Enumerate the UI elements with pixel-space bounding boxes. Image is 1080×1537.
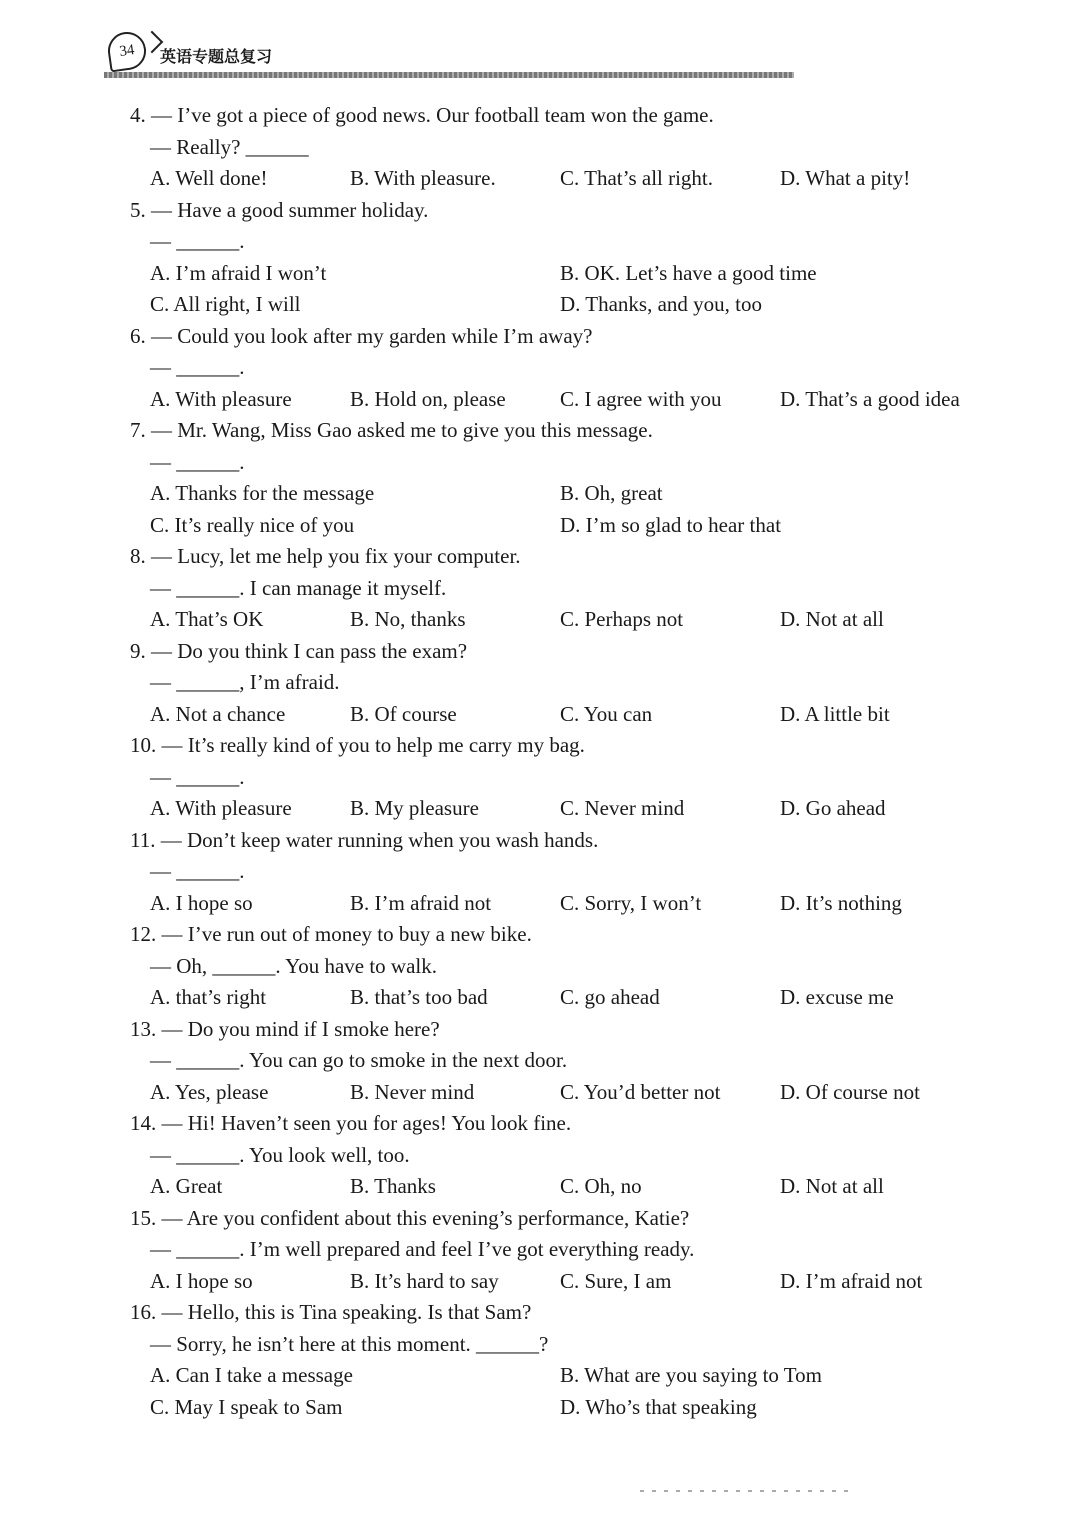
answer-option: C. You’d better not [560, 1079, 721, 1104]
answer-options [130, 384, 970, 416]
answer-option: A. Well done! [150, 166, 268, 190]
question-number: 16. [130, 1300, 157, 1324]
question-text: — I’ve got a piece of good news. Our football team won the game. [151, 103, 714, 127]
question-stem [130, 541, 970, 573]
answer-option: B. Never mind [350, 1079, 475, 1104]
answer-option: A. Can I take a message [150, 1363, 353, 1387]
response-text: — ______. You can go to smoke in the next door. [150, 1048, 568, 1072]
answer-option: A. I hope so [150, 890, 253, 915]
answer-option: B. With pleasure. [350, 166, 496, 190]
question-text: — Do you think I can pass the exam? [151, 638, 468, 663]
question-stem [130, 825, 970, 857]
question-text: — Have a good summer holiday. [151, 197, 429, 222]
answer-option: B. Hold on, please [350, 386, 506, 411]
response-text: — ______. [150, 449, 245, 474]
response-text: — ______. [150, 859, 245, 883]
question-stem [130, 100, 970, 132]
question-stem [130, 730, 970, 762]
response-text: — ______. [150, 229, 245, 253]
answer-options [130, 982, 970, 1014]
answer-option: A. that’s right [150, 985, 267, 1009]
question-list [130, 100, 970, 1423]
question-item [130, 415, 970, 541]
response-text: — Oh, ______. You have to walk. [150, 953, 437, 978]
question-item [130, 195, 970, 321]
answer-option: A. With pleasure [150, 796, 292, 820]
response-text: — ______. [150, 764, 245, 789]
answer-option: A. Thanks for the message [150, 481, 375, 505]
answer-options [130, 1077, 970, 1109]
question-stem [130, 195, 970, 227]
answer-options [130, 1266, 970, 1298]
question-item [130, 636, 970, 731]
answer-option: C. You can [560, 701, 653, 726]
question-item [130, 1203, 970, 1298]
question-stem [130, 1297, 970, 1329]
question-number: 4. [130, 103, 146, 127]
response-text: — ______. I can manage it myself. [150, 575, 447, 600]
response-line [130, 1329, 970, 1361]
answer-option: B. It’s hard to say [350, 1268, 499, 1293]
response-line [130, 856, 970, 888]
question-stem [130, 919, 970, 951]
answer-options [130, 888, 970, 920]
response-line [130, 1234, 970, 1266]
answer-option: D. What a pity! [780, 166, 911, 190]
response-line [130, 1140, 970, 1172]
answer-options [130, 604, 970, 636]
answer-option: D. Go ahead [780, 796, 886, 820]
question-text: — Do you mind if I smoke here? [161, 1016, 440, 1041]
question-text: — I’ve run out of money to buy a new bike. [161, 922, 532, 946]
question-item [130, 541, 970, 636]
response-text: — ______. [150, 355, 245, 379]
question-item [130, 730, 970, 825]
answer-option: B. No, thanks [350, 607, 466, 631]
question-item [130, 100, 970, 195]
question-stem [130, 415, 970, 447]
question-item [130, 1014, 970, 1109]
answer-option: C. I agree with you [560, 386, 722, 411]
response-line [130, 951, 970, 983]
question-text: — Don’t keep water running when you wash hands. [160, 827, 599, 852]
question-text: — Mr. Wang, Miss Gao asked me to give you this message. [151, 418, 653, 442]
response-text: — ______. I’m well prepared and feel I’ve got everything ready. [150, 1237, 695, 1261]
response-line [130, 762, 970, 794]
answer-option: B. OK. Let’s have a good time [560, 260, 817, 285]
question-number: 6. [130, 323, 146, 348]
response-text: — Really? ______ [150, 134, 309, 159]
response-line [130, 352, 970, 384]
answer-option: C. That’s all right. [560, 166, 714, 190]
question-stem [130, 636, 970, 668]
answer-option: C. Sure, I am [560, 1268, 672, 1293]
answer-option: D. Of course not [780, 1079, 920, 1104]
question-number: 11. [130, 827, 156, 852]
answer-option: A. Great [150, 1174, 223, 1198]
answer-option: B. that’s too bad [350, 985, 488, 1009]
response-line [130, 1045, 970, 1077]
answer-option: D. Who’s that speaking [560, 1394, 757, 1419]
answer-option: A. I’m afraid I won’t [150, 260, 327, 285]
answer-options [130, 258, 970, 321]
answer-option: C. Sorry, I won’t [560, 890, 702, 915]
question-item [130, 1297, 970, 1423]
answer-option: A. With pleasure [150, 386, 292, 411]
answer-option: C. All right, I will [150, 292, 301, 316]
question-number: 12. [130, 922, 157, 946]
answer-option: C. Perhaps not [560, 607, 684, 631]
answer-option: B. My pleasure [350, 796, 479, 820]
answer-option: D. A little bit [780, 701, 890, 726]
answer-option: C. go ahead [560, 985, 660, 1009]
answer-option: C. It’s really nice of you [150, 512, 355, 537]
answer-option: A. I hope so [150, 1268, 253, 1293]
answer-option: D. Not at all [780, 607, 884, 631]
question-text: — Could you look after my garden while I’m away? [151, 323, 593, 348]
answer-option: D. Thanks, and you, too [560, 292, 763, 316]
answer-options [130, 1360, 970, 1423]
response-text: — ______. You look well, too. [150, 1142, 410, 1167]
question-number: 14. [130, 1111, 157, 1135]
answer-option: D. Not at all [780, 1174, 884, 1198]
response-line [130, 667, 970, 699]
answer-option: D. It’s nothing [780, 890, 902, 915]
question-stem [130, 1108, 970, 1140]
answer-option: B. What are you saying to Tom [560, 1363, 822, 1387]
answer-option: B. Thanks [350, 1174, 436, 1198]
answer-option: A. Yes, please [150, 1079, 269, 1104]
answer-option: C. Oh, no [560, 1174, 642, 1198]
answer-option: C. Never mind [560, 796, 685, 820]
question-number: 15. [130, 1205, 157, 1230]
question-text: — Hello, this is Tina speaking. Is that Sam? [161, 1300, 532, 1324]
question-number: 13. [130, 1016, 157, 1041]
footer-decoration [640, 1490, 850, 1492]
response-line [130, 447, 970, 479]
answer-options [130, 478, 970, 541]
question-number: 9. [130, 638, 146, 663]
page-number-badge: 34 [106, 30, 149, 73]
question-item [130, 919, 970, 1014]
answer-option: D. excuse me [780, 985, 894, 1009]
question-stem [130, 321, 970, 353]
question-text: — Lucy, let me help you fix your computer. [151, 544, 521, 568]
answer-option: B. I’m afraid not [350, 890, 492, 915]
answer-options [130, 1171, 970, 1203]
question-item [130, 321, 970, 416]
question-stem [130, 1203, 970, 1235]
question-item [130, 1108, 970, 1203]
answer-option: C. May I speak to Sam [150, 1394, 343, 1419]
page-header [100, 24, 800, 84]
question-number: 7. [130, 418, 146, 442]
book-title: 英语专题总复习 [160, 47, 273, 66]
response-line [130, 226, 970, 258]
question-text: — Hi! Haven’t seen you for ages! You look fine. [161, 1111, 572, 1135]
response-line [130, 132, 970, 164]
answer-option: D. That’s a good idea [780, 386, 960, 411]
answer-option: D. I’m afraid not [780, 1268, 923, 1293]
question-number: 10. [130, 733, 157, 757]
response-text: — Sorry, he isn’t here at this moment. ______? [150, 1331, 549, 1356]
answer-options [130, 163, 970, 195]
answer-options [130, 699, 970, 731]
question-number: 8. [130, 544, 146, 568]
question-stem [130, 1014, 970, 1046]
answer-option: D. I’m so glad to hear that [560, 512, 782, 537]
header-rule [104, 72, 794, 78]
response-text: — ______, I’m afraid. [150, 670, 340, 694]
answer-option: A. That’s OK [150, 607, 264, 631]
question-number: 5. [130, 197, 146, 222]
answer-option: A. Not a chance [150, 701, 286, 726]
answer-options [130, 793, 970, 825]
answer-option: B. Of course [350, 701, 457, 726]
question-item [130, 825, 970, 920]
answer-option: B. Oh, great [560, 481, 663, 505]
question-text: — Are you confident about this evening’s performance, Katie? [161, 1205, 690, 1230]
question-text: — It’s really kind of you to help me carry my bag. [161, 733, 585, 757]
response-line [130, 573, 970, 605]
